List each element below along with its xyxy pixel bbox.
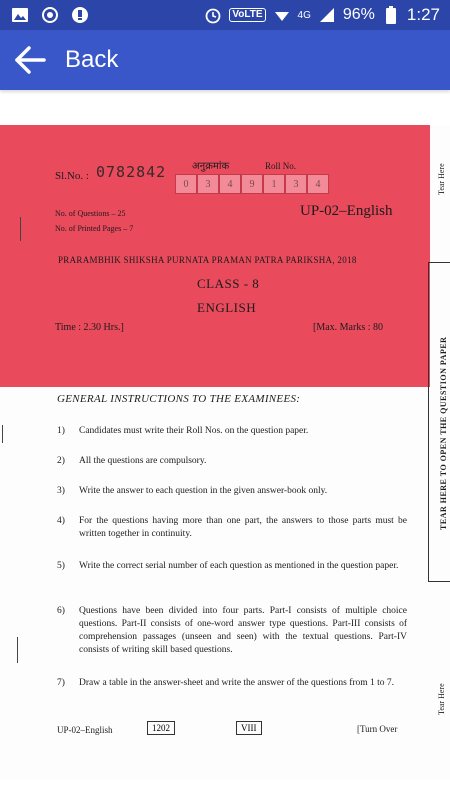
- instruction-item: [57, 425, 407, 438]
- app-bar: [0, 30, 450, 90]
- roll-digit: 4: [219, 174, 241, 194]
- printed-pages: No. of Printed Pages – 7: [55, 224, 134, 233]
- wifi-icon: [272, 5, 292, 25]
- question-count: No. of Questions – 25: [55, 209, 126, 218]
- marks-label: [Max. Marks : 80: [313, 322, 383, 333]
- instruction-item: [57, 605, 407, 657]
- battery-icon: [381, 5, 401, 25]
- back-button[interactable]: [12, 42, 48, 78]
- exam-program: PRARAMBHIK SHIKSHA PURNATA PRAMAN PATRA PARIKSHA, 2018: [58, 255, 357, 265]
- notification-icons: [10, 5, 90, 25]
- tear-here-middle: TEAR HERE TO OPEN THE QUESTION PAPER: [439, 336, 448, 530]
- instruction-item: [57, 560, 407, 573]
- instruction-number: 2): [57, 456, 65, 466]
- app-notification-icon: [70, 5, 90, 25]
- alarm-icon: [203, 5, 223, 25]
- margin-mark: [17, 637, 18, 663]
- roll-digit: 0: [175, 174, 197, 194]
- instruction-text: Draw a table in the answer-sheet and write the answer of the questions from 1 to 7.: [79, 678, 395, 688]
- status-bar: [0, 0, 450, 30]
- instruction-item: [57, 515, 407, 541]
- subject-label: ENGLISH: [197, 300, 257, 315]
- footer-code: UP-02–English: [57, 725, 113, 735]
- roll-label: Roll No.: [265, 161, 297, 171]
- roll-number-boxes: [175, 174, 329, 194]
- instruction-item: [57, 485, 407, 498]
- instruction-text: All the questions are compulsory.: [79, 456, 207, 466]
- gallery-icon: [10, 5, 30, 25]
- instruction-text: For the questions having more than one part, the answers to those parts must be written together in continuity.: [79, 516, 407, 539]
- serial-label: Sl.No. :: [55, 170, 89, 182]
- margin-mark: [20, 217, 21, 241]
- back-label[interactable]: Back: [65, 46, 119, 73]
- instruction-text: Write the answer to each question in the given answer-book only.: [79, 486, 328, 496]
- tear-here-top: Tear Here: [437, 163, 446, 195]
- instruction-number: 7): [57, 678, 65, 688]
- instruction-text: Write the correct serial number of each question as mentioned in the question paper.: [79, 561, 399, 571]
- time-label: Time : 2.30 Hrs.]: [55, 322, 124, 333]
- clock: 1:27: [406, 5, 440, 24]
- data-saver-icon: [40, 5, 60, 25]
- paper-code: UP-02–English: [300, 203, 393, 219]
- instruction-item: [57, 677, 407, 690]
- serial-number: 0782842: [96, 163, 167, 181]
- document-viewer[interactable]: [0, 125, 450, 780]
- volte-badge: VoLTE: [229, 8, 265, 22]
- instruction-text: Candidates must write their Roll Nos. on the question paper.: [79, 426, 309, 436]
- roll-digit: 3: [197, 174, 219, 194]
- roll-digit: 3: [285, 174, 307, 194]
- roll-digit: 4: [307, 174, 329, 194]
- instruction-text: Questions have been divided into four parts. Part-I consists of multiple choice questions. Part-II consists of one-word answer type questions. Part-III consists of comprehension passages (unseen and seen) with the textual questions. Part-IV consists of writing skill based questions.: [79, 606, 407, 655]
- battery-percent: 96%: [342, 6, 375, 23]
- margin-mark: [2, 425, 3, 443]
- instruction-item: [57, 455, 407, 468]
- instruction-number: 5): [57, 561, 65, 571]
- instruction-number: 6): [57, 606, 65, 616]
- cover-band: [0, 125, 430, 387]
- back-arrow-icon: [12, 42, 48, 78]
- roll-hindi-label: अनुक्रमांक: [192, 161, 230, 172]
- turn-over-label: [Turn Over: [357, 724, 398, 734]
- system-status: [203, 5, 440, 25]
- roll-digit: 9: [241, 174, 263, 194]
- tear-here-bottom: Tear Here: [437, 683, 446, 715]
- instructions-heading: GENERAL INSTRUCTIONS TO THE EXAMINEES:: [57, 393, 301, 405]
- signal-icon: [317, 5, 337, 25]
- network-type: 4G: [297, 9, 311, 21]
- class-label: CLASS - 8: [197, 276, 260, 291]
- footer-class-box: VIII: [236, 721, 262, 735]
- instruction-number: 3): [57, 486, 65, 496]
- instruction-number: 4): [57, 516, 65, 526]
- footer-number-box: 1202: [147, 721, 175, 735]
- instruction-number: 1): [57, 426, 65, 436]
- roll-digit: 1: [263, 174, 285, 194]
